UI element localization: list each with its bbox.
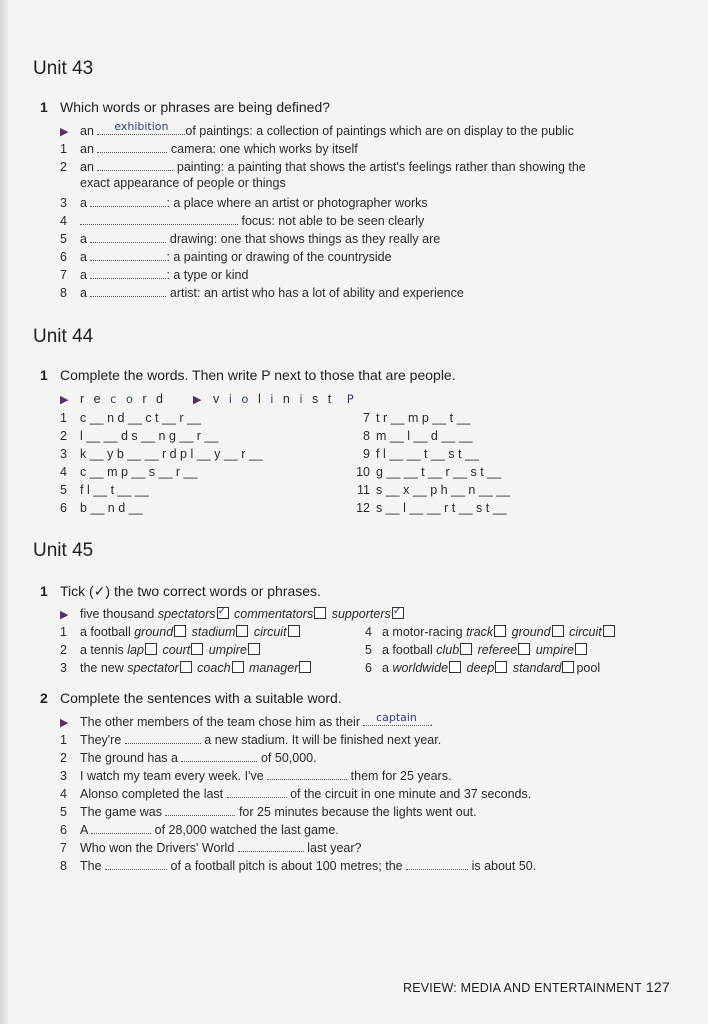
checkbox[interactable] (145, 643, 157, 655)
unit-44-example-right: ▶ v i o l i n i s t P (193, 392, 357, 406)
triangle-right-icon: ▶ (193, 394, 202, 406)
list-item: 9 f l __ __ t __ s t __ (363, 447, 479, 461)
answer-blank[interactable] (227, 785, 287, 798)
answer-blank[interactable] (97, 158, 173, 171)
handwritten-letter: o (125, 392, 136, 406)
checkbox[interactable] (494, 625, 506, 637)
checkbox[interactable] (217, 607, 229, 619)
checkbox[interactable] (449, 661, 461, 673)
list-item: 3 a : a place where an artist or photographer works (60, 196, 428, 210)
list-item: 1 a football ground stadium circuit (60, 625, 302, 640)
exercise-number: 1 (40, 99, 48, 115)
checkbox[interactable] (575, 643, 587, 655)
list-item: 7 t r __ m p __ t __ (363, 411, 471, 425)
unit-44-exercise-1-heading: 1 Complete the words. Then write P next to those that are people. (40, 367, 456, 383)
list-item: 5 a drawing: one that shows things as they really are (60, 232, 441, 246)
list-item: 7 Who won the Drivers' World last year? (60, 841, 362, 855)
checkbox[interactable] (174, 625, 186, 637)
answer-blank[interactable] (267, 767, 347, 780)
checkbox[interactable] (603, 625, 615, 637)
handwritten-p-mark: P (346, 392, 357, 406)
list-item: 2 a tennis lap court umpire (60, 643, 262, 658)
answer-blank[interactable] (80, 212, 238, 225)
answer-blank[interactable] (97, 122, 185, 135)
checkbox[interactable] (562, 661, 574, 673)
answer-blank[interactable] (97, 140, 167, 153)
unit-43-example-row: ▶ an exhibition of paintings: a collection of paintings which are on display to the public (60, 120, 574, 138)
checkbox[interactable] (191, 643, 203, 655)
list-item: 4 a motor-racing track ground circuit (365, 625, 617, 640)
answer-blank[interactable] (181, 749, 257, 762)
unit-45-ex2-example: ▶ The other members of the team chose him as their captain . (60, 711, 433, 729)
checkbox[interactable] (518, 643, 530, 655)
list-item: 5 The game was for 25 minutes because the lights went out. (60, 805, 477, 819)
list-item: 7 a : a type or kind (60, 268, 249, 282)
unit-45-exercise-1-heading: 1 Tick (✓) the two correct words or phrases. (40, 583, 321, 599)
list-item: 2 an painting: a painting that shows the artist's feelings rather than showing the (60, 160, 586, 174)
unit-45-exercise-2-heading: 2 Complete the sentences with a suitable word. (40, 690, 342, 706)
checkbox[interactable] (314, 607, 326, 619)
tick-icon: ✓ (392, 605, 402, 617)
answer-blank[interactable] (90, 230, 166, 243)
list-item: 3 the new spectator coach manager (60, 661, 313, 676)
list-item: 10 g __ __ t __ r __ s t __ (356, 465, 502, 479)
list-item: 11 s __ x __ p h __ n __ __ (357, 483, 511, 497)
answer-blank[interactable]: captain (363, 713, 429, 726)
triangle-right-icon: ▶ (60, 717, 69, 729)
footer-section-label: REVIEW: MEDIA AND ENTERTAINMENT (403, 981, 642, 995)
answer-blank[interactable] (125, 731, 201, 744)
list-item: 4 Alonso completed the last of the circuit in one minute and 37 seconds. (60, 787, 532, 801)
answer-blank[interactable] (165, 803, 235, 816)
tick-icon: ✓ (217, 605, 227, 617)
checkbox[interactable] (180, 661, 192, 673)
list-item: 5 f l __ t __ __ (60, 483, 149, 497)
list-item: 2 The ground has a of 50,000. (60, 751, 317, 765)
unit-44-example-left: ▶ r e c o r d (60, 392, 167, 406)
unit-45-title: Unit 45 (33, 540, 94, 561)
checkbox[interactable] (236, 625, 248, 637)
checkbox[interactable] (495, 661, 507, 673)
triangle-right-icon: ▶ (60, 394, 69, 406)
list-item: 8 The of a football pitch is about 100 metres; the is about 50. (60, 859, 537, 873)
list-item: 1 They're a new stadium. It will be finished next year. (60, 733, 442, 747)
list-item: 5 a football club referee umpire (365, 643, 589, 658)
unit-44-title: Unit 44 (33, 326, 94, 347)
list-item: 3 k __ y b __ __ r d p l __ y __ r __ (60, 447, 263, 461)
handwritten-letter: c (110, 392, 120, 406)
list-item: 3 I watch my team every week. I've them for 25 years. (60, 769, 452, 783)
exercise-instruction: Which words or phrases are being defined? (60, 99, 331, 115)
checkbox[interactable] (392, 607, 404, 619)
answer-blank[interactable] (90, 266, 166, 279)
list-item: 12 s __ l __ __ r t __ s t __ (356, 501, 507, 515)
answer-blank[interactable] (105, 857, 167, 870)
answer-blank[interactable] (90, 248, 166, 261)
answer-blank[interactable] (238, 839, 304, 852)
handwritten-answer: exhibition (114, 120, 169, 133)
list-item: 6 b __ n d __ (60, 501, 143, 515)
unit-43-exercise-1-heading (40, 99, 330, 115)
unit-45-ex1-example: ▶ five thousand spectators ✓ commentators supporters ✓ (60, 605, 402, 621)
list-item: 8 a artist: an artist who has a lot of ability and experience (60, 286, 464, 300)
list-item: 6 a worldwide deep standard pool (365, 661, 601, 675)
answer-blank[interactable] (90, 194, 166, 207)
checkbox[interactable] (460, 643, 472, 655)
answer-blank[interactable] (91, 821, 151, 834)
page-footer (403, 979, 670, 995)
triangle-right-icon: ▶ (60, 609, 69, 621)
list-item: 1 c __ n d __ c t __ r __ (60, 411, 201, 425)
page-number: 127 (645, 979, 670, 995)
checkbox[interactable] (552, 625, 564, 637)
list-item: 4 focus: not able to be seen clearly (60, 214, 425, 228)
answer-blank[interactable] (406, 857, 468, 870)
page-spine-shadow (0, 0, 10, 1024)
list-item: 6 A of 28,000 watched the last game. (60, 823, 339, 837)
triangle-right-icon: ▶ (60, 126, 69, 138)
unit-43-title: Unit 43 (33, 58, 94, 79)
checkbox[interactable] (232, 661, 244, 673)
list-item: 2 l __ __ d s __ n g __ r __ (60, 429, 219, 443)
checkbox[interactable] (288, 625, 300, 637)
list-item: 1 an camera: one which works by itself (60, 142, 358, 156)
list-item: 6 a : a painting or drawing of the countryside (60, 250, 392, 264)
list-item: 4 c __ m p __ s __ r __ (60, 465, 198, 479)
answer-blank[interactable] (90, 284, 166, 297)
checkbox[interactable] (248, 643, 260, 655)
checkbox[interactable] (299, 661, 311, 673)
list-item: 8 m __ l __ d __ __ (363, 429, 473, 443)
list-item: exact appearance of people or things (80, 176, 286, 190)
